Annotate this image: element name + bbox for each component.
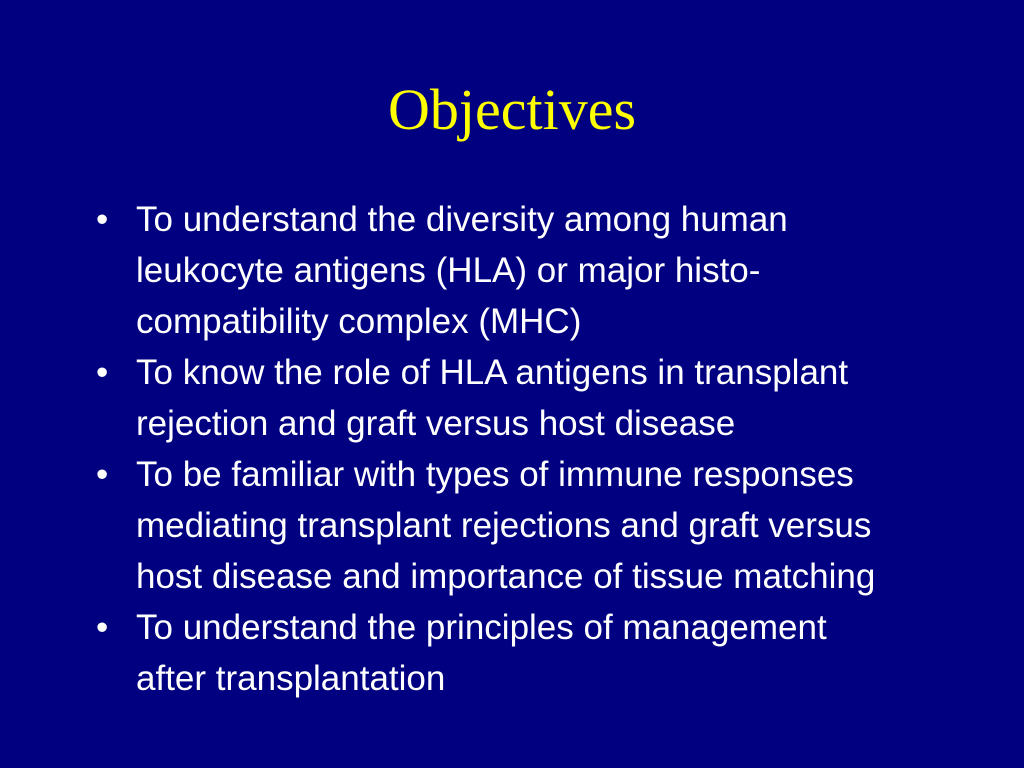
bullet-item-3: [96, 449, 996, 602]
bullet-line: rejection and graft versus host disease: [136, 404, 736, 443]
bullet-line: host disease and importance of tissue matching: [136, 557, 876, 596]
bullet-line: To understand the diversity among human: [136, 200, 788, 239]
bullet-line: To understand the principles of management: [136, 608, 827, 647]
bullet-item-2: [96, 347, 996, 449]
bullet-icon: •: [96, 455, 109, 494]
bullet-line: To know the role of HLA antigens in transplant: [136, 353, 849, 392]
bullet-line: compatibility complex (MHC): [136, 302, 582, 341]
bullet-icon: •: [96, 353, 109, 392]
bullet-line: leukocyte antigens (HLA) or major histo-: [136, 251, 761, 290]
bullet-icon: •: [96, 608, 109, 647]
bullet-item-4: [96, 602, 996, 704]
bullet-list: [96, 194, 996, 704]
bullet-line: To be familiar with types of immune responses: [136, 455, 854, 494]
bullet-icon: •: [96, 200, 109, 239]
bullet-item-1: [96, 194, 996, 347]
bullet-line: after transplantation: [136, 659, 446, 698]
bullet-line: mediating transplant rejections and graft versus: [136, 506, 872, 545]
slide-title: Objectives: [387, 77, 637, 142]
